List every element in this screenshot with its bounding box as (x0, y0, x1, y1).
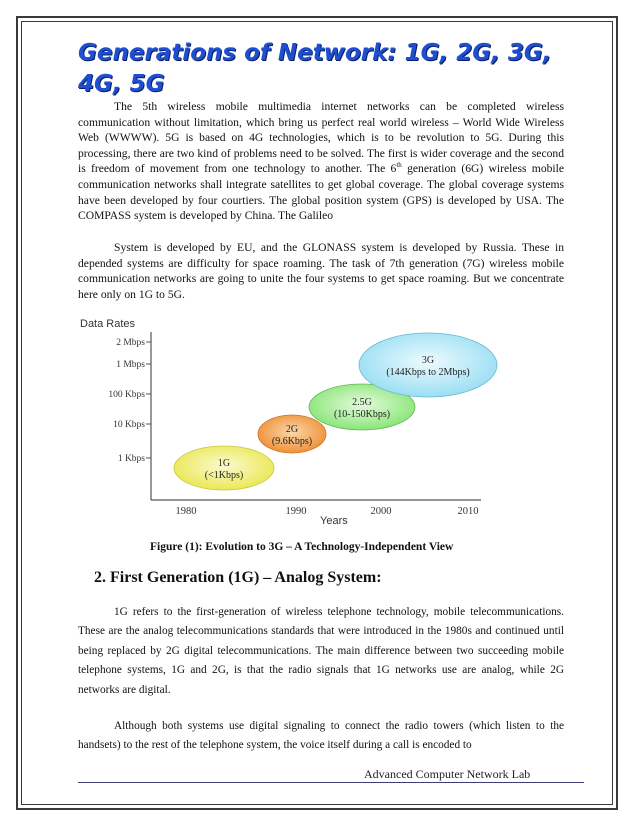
ellipse-detail: (<1Kbps) (204, 470, 244, 481)
paragraph-systems: System is developed by EU, and the GLONASS system is developed by Russia. These in depended systems are difficulty for space roaming. The task of 7th generation (7G) wireless mobile communication networks are going to unite the four systems to get space roaming. But we concentrate here only on 1G to 5G. (78, 241, 564, 301)
ellipse-label: 2.5G (352, 397, 372, 408)
paragraph-intro-text-b: generation (6G) wireless mobile communication networks shall integrate satellites to get global coverage. The global coverage systems have been developed by four courtiers. The global position system (GPS) is developed by USA. The COMPASS system is developed by China. The Galileo (78, 162, 565, 223)
x-tick-label: 1990 (285, 506, 307, 517)
x-tick-label: 1980 (175, 506, 197, 517)
paragraph-intro (78, 99, 564, 224)
evolution-figure (76, 310, 502, 528)
y-tick-label: 2 Mbps (116, 338, 145, 348)
paragraph-intro-text-a: The 5th wireless mobile multimedia internet networks can be completed wireless communication without limitation, which bring us perfect real world wireless – World Wide Wireless Web (WWWW). 5G is based on 4G technologies, which is to be revolution to 5G. During this processing, there are two kind of problems need to be solved. The first is wider coverage and the second is freedom of movement from one technology to another. The 6 (78, 100, 564, 176)
footer-rule (78, 782, 584, 783)
x-tick-label: 2000 (370, 506, 392, 517)
evolution-diagram (76, 310, 502, 528)
y-tick-label: 1 Mbps (116, 360, 145, 370)
figure-caption: Figure (1): Evolution to 3G – A Technology-Independent View (150, 541, 454, 553)
section-heading-1g: 2. First Generation (1G) – Analog System: (94, 569, 382, 586)
x-tick-label: 2010 (457, 506, 479, 517)
paragraph-1g-signaling: Although both systems use digital signaling to connect the radio towers (which listen to the handsets) to the rest of the telephone system, the voice itself during a call is encoded to (78, 720, 564, 752)
ellipse-label: 3G (421, 355, 435, 366)
ellipse-label: 1G (217, 458, 231, 469)
x-axis-title: Years (320, 515, 348, 527)
ellipse-detail: (10-150Kbps) (333, 409, 391, 420)
ellipse-detail: (9.6Kbps) (271, 436, 313, 447)
ellipse-label: 2G (285, 424, 299, 435)
y-tick-label: 100 Kbps (108, 390, 145, 400)
page-title: Generations of Network: 1G, 2G, 3G, 4G, 5G (78, 40, 552, 97)
ellipse-detail: (144Kbps to 2Mbps) (386, 367, 470, 378)
y-axis-title: Data Rates (80, 318, 136, 330)
y-tick-label: 10 Kbps (113, 420, 145, 430)
page-footer: Advanced Computer Network Lab (364, 767, 531, 781)
superscript-th: th (396, 161, 402, 170)
y-tick-label: 1 Kbps (117, 454, 145, 464)
paragraph-1g-definition: 1G refers to the first-generation of wireless telephone technology, mobile telecommunications. These are the analog telecommunications standards that were introduced in the 1980s and continued until being replaced by 2G digital telecommunications. The main difference between two succeeding mobile telephone systems, 1G and 2G, is that the radio signals that 1G networks use are analog, while 2G networks are digital. (78, 606, 564, 696)
